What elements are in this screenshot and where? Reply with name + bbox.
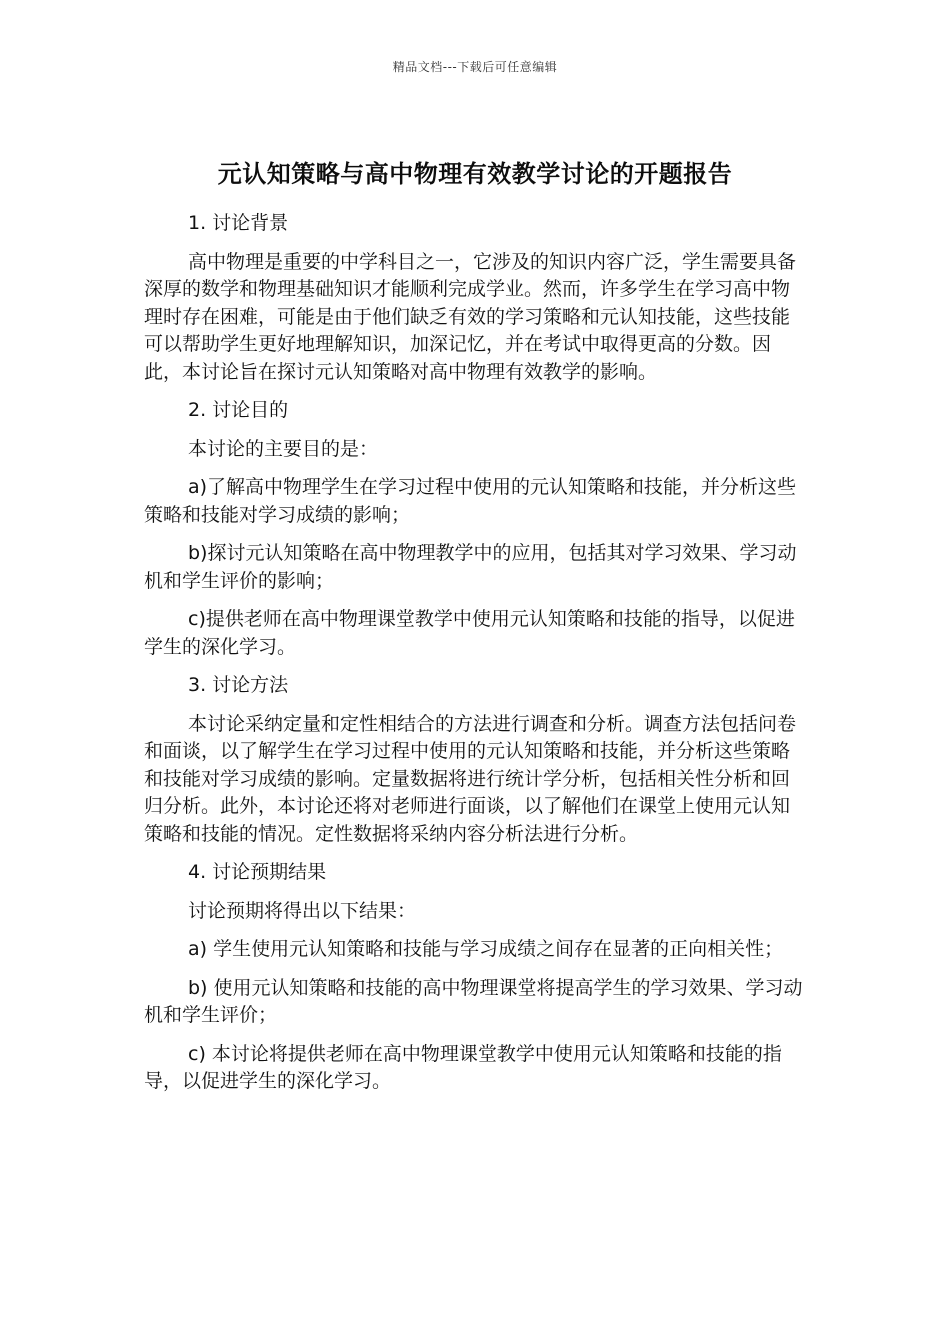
paragraph: 本讨论的主要目的是： (188, 437, 379, 460)
list-item: a) 学生使用元认知策略和技能与学习成绩之间存在显著的正向相关性； (188, 938, 784, 960)
section-heading: 3. 讨论方法 (188, 674, 289, 696)
section-expected-results (144, 859, 804, 1096)
list-item: b)探讨元认知策略在高中物理教学中的应用，包括其对学习效果、学习动机和学生评价的影响； (144, 542, 797, 592)
list-item: c)提供老师在高中物理课堂教学中使用元认知策略和技能的指导，以促进学生的深化学习。 (144, 608, 795, 658)
paragraph: 高中物理是重要的中学科目之一，它涉及的知识内容广泛，学生需要具备深厚的数学和物理基础知识才能顺利完成学业。然而，许多学生在学习高中物理时存在困难，可能是由于他们缺乏有效的学习策略和元认知技能，这些技能可以帮助学生更好地理解知识，加深记忆，并在考试中取得更高的分数。因此，本讨论旨在探讨元认知策略对高中物理有效教学的影响。 (144, 250, 797, 383)
section-heading: 1. 讨论背景 (188, 212, 289, 234)
section-background (144, 210, 804, 386)
list-item: b) 使用元认知策略和技能的高中物理课堂将提高学生的学习效果、学习动机和学生评价； (144, 976, 803, 1026)
paragraph: 本讨论采纳定量和定性相结合的方法进行调查和分析。调查方法包括问卷和面谈，以了解学生在学习过程中使用的元认知策略和技能，并分析这些策略和技能对学习成绩的影响。定量数据将进行统计学分析，包括相关性分析和回归分析。此外，本讨论还将对老师进行面谈，以了解他们在课堂上使用元认知策略和技能的情况。定性数据将采纳内容分析法进行分析。 (144, 712, 797, 845)
header-note: 精品文档---下载后可任意编辑 (392, 60, 558, 74)
section-heading: 2. 讨论目的 (188, 399, 289, 421)
document-body (144, 210, 804, 1107)
paragraph: 讨论预期将得出以下结果： (188, 899, 417, 922)
document-title: 元认知策略与高中物理有效教学讨论的开题报告 (217, 160, 733, 189)
section-method (144, 672, 804, 848)
list-item: c) 本讨论将提供老师在高中物理课堂教学中使用元认知策略和技能的指导，以促进学生的深化学习。 (144, 1042, 782, 1092)
section-purpose (144, 397, 804, 661)
section-heading: 4. 讨论预期结果 (188, 861, 327, 883)
list-item: a)了解高中物理学生在学习过程中使用的元认知策略和技能，并分析这些策略和技能对学习成绩的影响； (144, 476, 797, 526)
